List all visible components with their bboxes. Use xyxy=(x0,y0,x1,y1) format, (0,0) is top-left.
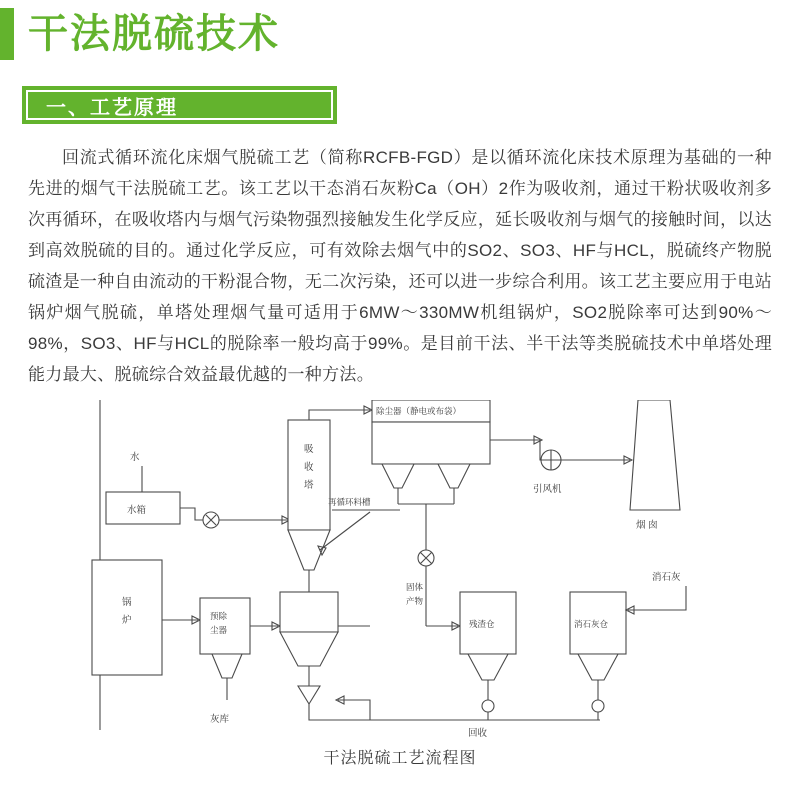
pre-dust-collector-label-2: 尘器 xyxy=(210,625,228,635)
absorber-tower-label-1: 吸 xyxy=(304,444,314,455)
dust-collector-label: 除尘器（静电或布袋） xyxy=(376,406,462,416)
ash-silo-label: 灰库 xyxy=(210,714,230,725)
duct-to-fan-line xyxy=(540,440,541,460)
section-banner xyxy=(22,86,337,124)
section-banner-inner xyxy=(26,90,333,120)
dust-collector-hopper-1 xyxy=(382,464,414,488)
title-bar xyxy=(0,8,800,60)
slaked-lime-valve xyxy=(592,700,604,712)
boiler-label-2: 炉 xyxy=(122,615,132,626)
residue-silo-valve xyxy=(482,700,494,712)
slaked-lime-inlet-line xyxy=(628,586,686,610)
mixer-cone xyxy=(280,632,338,666)
water-tank-label: 水箱 xyxy=(127,505,147,516)
diagram-svg xyxy=(70,400,750,760)
section-heading: 一、工艺原理 xyxy=(46,96,178,119)
body-paragraph: 回流式循环流化床烟气脱硫工艺（简称RCFB-FGD）是以循环流化床技术原理为基础的一种先进的烟气干法脱硫工艺。该工艺以干态消石灰粉Ca（OH）2作为吸收剂，通过干粉状吸收剂多次再循环，在吸收塔内与烟气污染物强烈接触发生化学反应，延长吸收剂与烟气的接触时间，以达到高效脱硫的目的。通过化学反应，可有效除去烟气中的SO2、SO3、HF与HCL，脱硫终产物脱硫渣是一种自由流动的干粉混合物，无二次污染，还可以进一步综合利用。该工艺主要应用于电站锅炉烟气脱硫，单塔处理烟气量可适用于6MW～330MW机组锅炉，SO2脱除率可达到90%～98%，SO3、HF与HCL的脱除率一般均高于99%。是目前干法、半干法等类脱硫技术中单塔处理能力最大、脱硫综合效益最优越的一种方法。 xyxy=(28,148,772,384)
absorber-tower-label-2: 收 xyxy=(304,462,314,473)
process-flow-diagram xyxy=(70,400,750,760)
mixer-to-recovery-line xyxy=(309,704,370,720)
water-tank-outlet-line xyxy=(180,508,203,520)
residue-silo-label: 残渣仓 xyxy=(469,619,495,629)
recycle-material-label: 再循环料槽 xyxy=(328,497,371,507)
pre-dust-hopper xyxy=(212,654,242,678)
pre-dust-collector-label-1: 预除 xyxy=(210,611,228,621)
chimney-shape xyxy=(630,400,680,510)
mixer-bottom-hopper xyxy=(298,686,320,704)
induced-draft-fan-label: 引风机 xyxy=(533,484,562,495)
absorber-tower-box xyxy=(288,420,330,530)
residue-silo-hopper xyxy=(468,654,508,680)
boiler-label-1: 锅 xyxy=(122,597,132,608)
tower-top-duct xyxy=(309,410,370,420)
dust-collector-hopper-2 xyxy=(438,464,470,488)
diagram-caption: 干法脱硫工艺流程图 xyxy=(323,750,477,767)
solid-product-label-2: 产物 xyxy=(406,596,424,606)
page-title: 干法脱硫技术 xyxy=(28,12,280,56)
slaked-lime-hopper xyxy=(578,654,618,680)
absorber-tower-label-3: 塔 xyxy=(304,480,314,491)
water-label: 水 xyxy=(130,452,140,463)
slaked-lime-silo-label: 消石灰仓 xyxy=(574,619,609,629)
title-accent-bar xyxy=(0,8,14,60)
solid-product-label-1: 固体 xyxy=(406,582,424,592)
recovery-label: 回收 xyxy=(468,728,488,739)
mixer-box xyxy=(280,592,338,632)
chimney-label: 烟 囱 xyxy=(636,520,658,531)
slaked-lime-label: 消石灰 xyxy=(652,572,681,583)
dust-collector-body xyxy=(372,422,490,464)
absorber-tower-cone xyxy=(288,530,330,570)
